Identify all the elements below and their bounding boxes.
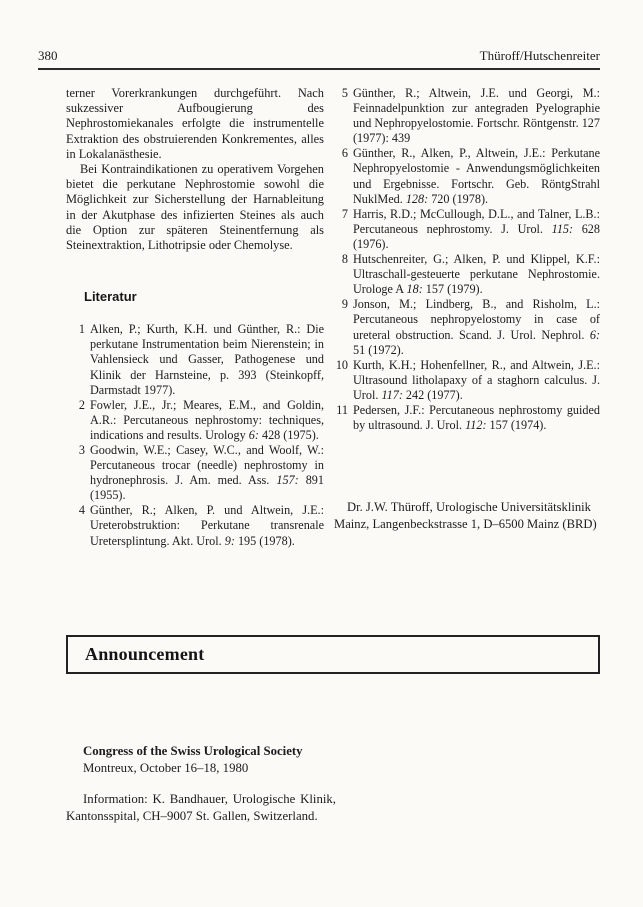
article-body [66, 86, 600, 549]
reference-text: Harris, R.D.; McCullough, D.L., and Talner, L.B.: Percutaneous nephrostomy. J. Urol. 115: 628 (1976). [353, 206, 600, 251]
announcement-box [66, 635, 600, 674]
reference-number: 3 [78, 442, 85, 457]
reference-number: 1 [78, 322, 85, 337]
congress-announcement [66, 743, 336, 824]
running-title: Thüroff/Hutschenreiter [479, 48, 600, 63]
body-paragraph-1: terner Vorerkrankungen durchgeführt. Nach sukzessiver Aufbougierung des Nephrostomiekanales erfolgte die instrumentelle Extraktion des obstruierenden Konkrementes, alles in Lokalanästhesie. [66, 86, 324, 161]
reference-number: 2 [78, 397, 85, 412]
congress-location-date: Montreux, October 16–18, 1980 [83, 760, 249, 775]
reference-number: 6 [341, 146, 348, 161]
reference-text: Fowler, J.E., Jr.; Meares, E.M., and Goldin, A.R.: Percutaneous nephrostomy: techniques, indications and results. Urology 6: 428 (1975). [90, 397, 324, 442]
reference-text: Pedersen, J.F.: Percutaneous nephrostomy guided by ultrasound. J. Urol. 112: 157 (1974). [353, 402, 600, 433]
reference-text: Günther, R., Alken, P., Altwein, J.E.: Perkutane Nephropyelostomie - Anwendungsmöglichkeiten und Ergebnisse. Fortschr. Geb. RöntgStrahl NuklMed. 128: 720 (1978). [353, 146, 600, 206]
reference-item [334, 252, 600, 297]
reference-text: Günther, R.; Altwein, J.E. und Georgi, M.: Feinnadelpunktion zur antegraden Pyelographie und Nephropyelostomie. Fortschr. Röntgenstr. 127 (1977): 439 [353, 86, 600, 146]
reference-item [334, 146, 600, 206]
reference-number: 5 [341, 86, 348, 100]
reference-list-left [71, 322, 324, 548]
reference-number: 11 [336, 402, 348, 417]
reference-text: Günther, R.; Alken, P. und Altwein, J.E.: Ureterobstruktion: Perkutane transrenale Uretersplintung. Akt. Urol. 9: 195 (1978). [90, 503, 324, 548]
reference-number: 7 [341, 206, 348, 221]
reference-number: 9 [341, 297, 348, 312]
reference-item [71, 398, 324, 443]
reference-item [71, 503, 324, 548]
reference-item [71, 322, 324, 397]
reference-text: Hutschenreiter, G.; Alken, P. und Klippel, K.F.: Ultraschall-gesteuerte perkutane Nephrostomie. Urologe A 18: 157 (1979). [353, 252, 600, 297]
right-column [334, 86, 600, 549]
reference-number: 4 [78, 503, 85, 518]
reference-text: Kurth, K.H.; Hohenfellner, R., and Altwein, J.E.: Ultrasound litholapaxy of a staghorn calculus. J. Urol. 117: 242 (1977). [353, 357, 600, 402]
reference-number: 10 [335, 357, 348, 372]
reference-item [334, 207, 600, 252]
reference-text: Jonson, M.; Lindberg, B., and Risholm, L.: Percutaneous nephropyelostomy in case of ureteral obstruction. Scand. J. Urol. Nephrol. 6: 51 (1972). [353, 297, 600, 357]
header-rule [38, 68, 600, 70]
running-head [38, 48, 600, 64]
page-number: 380 [38, 48, 58, 63]
body-paragraph-2: Bei Kontraindikationen zu operativem Vorgehen bietet die perkutane Nephrostomie sowohl die Möglichkeit zur Sicherstellung der Harnableitung in der Akutphase des infizierten Steines als auch die Option zur späteren Steinentfernung als Steinextraktion, Lithotripsie oder Chemolyse. [66, 162, 324, 253]
reference-item [71, 443, 324, 503]
reference-text: Alken, P.; Kurth, K.H. und Günther, R.: Die perkutane Instrumentation beim Nierenstein; in Vahlensieck und Gasser, Pathogenese und Klinik der Harnsteine, p. 393 (Steinkopff, Darmstadt 1977). [90, 322, 324, 397]
literature-heading: Literatur [84, 289, 137, 305]
reference-item [334, 403, 600, 433]
reference-item [334, 297, 600, 357]
reference-item [334, 86, 600, 146]
announcement-title: Announcement [85, 644, 205, 664]
reference-text: Goodwin, W.E.; Casey, W.C., and Woolf, W.: Percutaneous trocar (needle) nephrostomy in hydronephrosis. J. Am. med. Ass. 157: 891 (1955). [90, 442, 324, 503]
reference-item [334, 358, 600, 403]
congress-title: Congress of the Swiss Urological Society [83, 744, 303, 758]
reference-list-right [334, 86, 600, 433]
congress-information: Information: K. Bandhauer, Urologische Klinik, Kantonsspital, CH–9007 St. Gallen, Switzerland. [66, 792, 336, 823]
left-column [66, 86, 324, 549]
reference-number: 8 [341, 252, 348, 267]
correspondence-address: Dr. J.W. Thüroff, Urologische Universitätsklinik Mainz, Langenbeckstrasse 1, D–6500 Mainz (BRD) [334, 500, 597, 531]
